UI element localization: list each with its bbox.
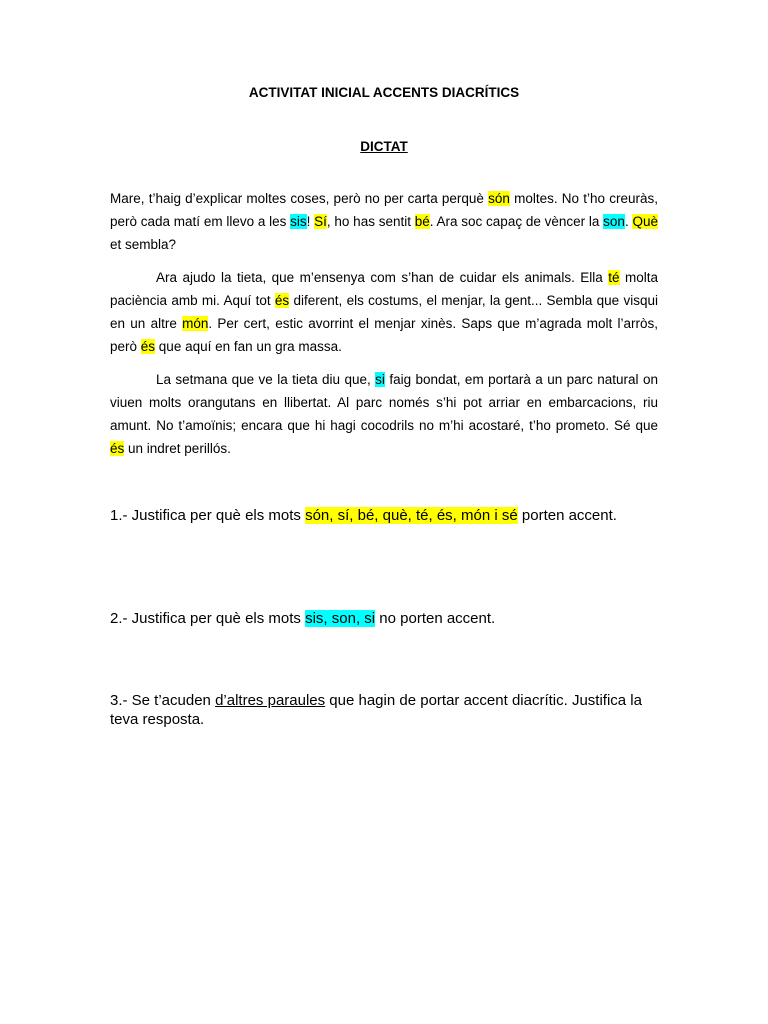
highlight-yellow: té (608, 270, 620, 285)
text-run: faig bondat, em portarà a un parc natural on viuen molts orangutans en llibertat. Al parc només s’hi pot arriar en embarcacions, riu amunt. No t’amoïnis; encara que hi hagi cocodrils no m’hi acostaré, t’ho prometo. Sé que (110, 372, 658, 433)
text-run: La setmana que ve la tieta diu que, (156, 372, 376, 387)
highlight-cyan: son (603, 214, 625, 229)
dictation-text (110, 187, 658, 470)
text-run: diferent, els costums, el menjar, la gent... Sembla que visqui en un altre (110, 293, 658, 331)
section-heading-text: DICTAT (360, 139, 408, 154)
highlight-yellow: és (274, 293, 290, 308)
text-run: moltes. No t’ho creuràs, però cada matí em llevo a les (110, 191, 658, 229)
highlight-cyan: sis, son, si (305, 610, 376, 627)
text-run: . Per cert, estic avorrint el menjar xinès. Saps que m’agrada molt l’arròs, però (110, 316, 659, 354)
highlight-yellow: són, sí, bé, què, té, és, món i sé (305, 507, 518, 524)
document-title: ACTIVITAT INICIAL ACCENTS DIACRÍTICS (248, 85, 520, 100)
dictation-paragraph-3 (110, 368, 658, 460)
text-run: molta paciència amb mi. Aquí tot (110, 270, 659, 308)
text-run: porten accent. (517, 507, 617, 524)
dictation-paragraph-2 (110, 266, 658, 358)
highlight-yellow: Què (632, 214, 658, 229)
highlight-yellow: són (488, 191, 510, 206)
highlight-yellow: món (182, 316, 209, 331)
text-run: que aquí en fan un gra massa. (155, 339, 342, 354)
underlined-phrase: d’altres paraules (215, 692, 326, 709)
text-run: Mare, t’haig d’explicar moltes coses, però no per carta perquè (110, 191, 489, 206)
highlight-yellow: és (110, 441, 125, 456)
highlight-yellow: és (140, 339, 156, 354)
text-run: un indret perillós. (124, 441, 231, 456)
text-run: 1.- Justifica per què els mots (110, 507, 306, 524)
text-run: et sembla? (110, 237, 177, 252)
highlight-cyan: si (375, 372, 385, 387)
question-2 (110, 609, 658, 628)
highlight-yellow: bé (414, 214, 430, 229)
text-run: . (624, 214, 633, 229)
highlight-cyan: sis (290, 214, 307, 229)
text-run: . Ara soc capaç de vèncer la (429, 214, 604, 229)
question-1 (110, 506, 658, 525)
question-3 (110, 691, 658, 729)
text-run: 2.- Justifica per què els mots (110, 610, 306, 627)
text-run: que hagin de portar accent diacrític. Justifica la teva resposta. (110, 692, 642, 728)
text-run: no porten accent. (375, 610, 496, 627)
text-run: , ho has sentit (326, 214, 415, 229)
text-run: Ara ajudo la tieta, que m’ensenya com s’han de cuidar els animals. Ella (156, 270, 609, 285)
dictation-paragraph-1 (110, 187, 658, 256)
section-heading-dictat (110, 138, 658, 156)
highlight-yellow: Sí (314, 214, 327, 229)
text-run: 3.- Se t’acuden (110, 692, 216, 709)
text-run: ! (306, 214, 315, 229)
